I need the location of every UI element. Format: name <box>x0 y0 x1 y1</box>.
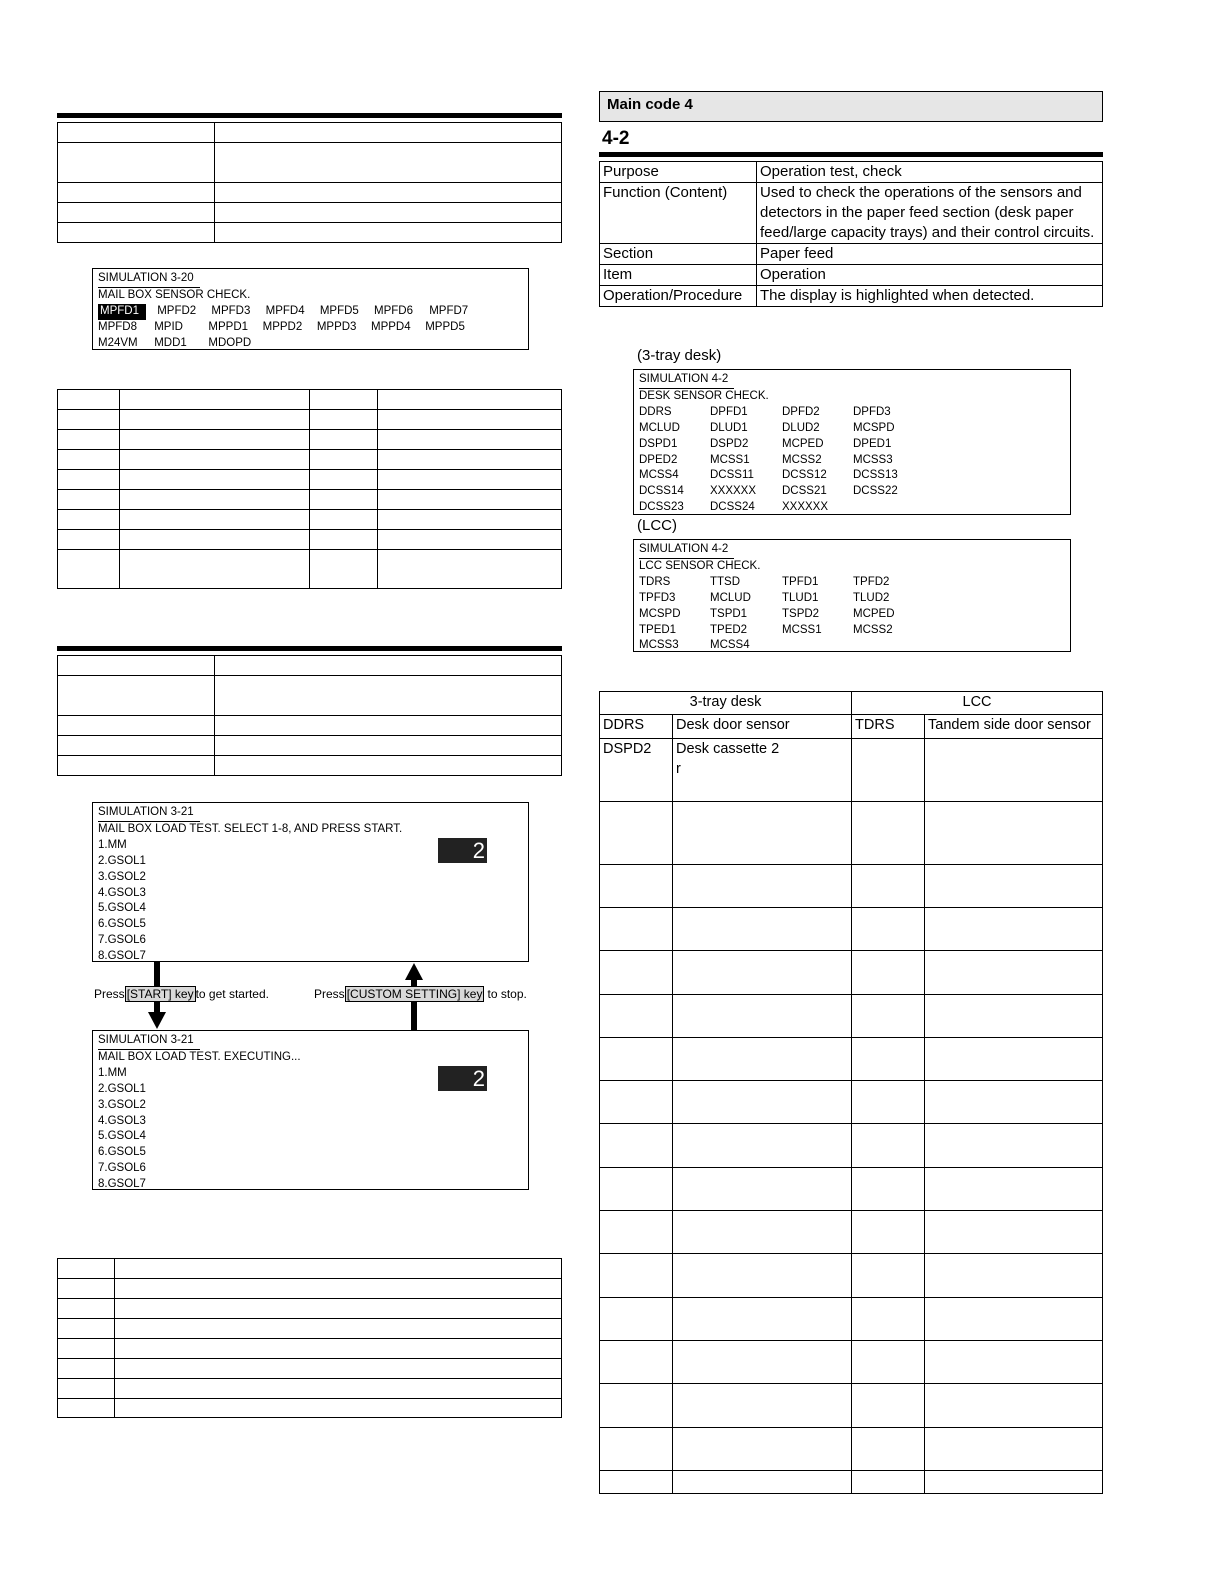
sensor-item: MDOPD <box>208 336 252 349</box>
press-suffix: to stop. <box>487 987 527 1001</box>
sensor-row <box>639 607 1065 623</box>
sensor-row <box>98 336 523 352</box>
sensor-item: MCSS1 <box>782 623 822 636</box>
load-item: 2.GSOL1 <box>98 854 146 867</box>
sub-code-rule <box>599 152 1103 157</box>
info-table-4-2 <box>599 161 1103 307</box>
screen-heading: MAIL BOX SENSOR CHECK. <box>98 288 251 301</box>
sub-code-title: 4-2 <box>602 128 630 149</box>
custom-setting-key: [CUSTOM SETTING] key <box>346 987 483 1001</box>
sensor-item: DCSS22 <box>853 485 898 498</box>
sensor-item: DCSS23 <box>639 501 684 514</box>
screen-title: SIMULATION 4-2 <box>639 372 734 389</box>
sensor-item: DPFD2 <box>782 405 820 418</box>
header-3-tray-desk: 3-tray desk <box>600 692 852 715</box>
info-value: Used to check the operations of the sensors and detectors in the paper feed section (desk paper feed/large capacity trays) and their control circuits. <box>757 183 1103 244</box>
sensor-item: TDRS <box>639 575 671 588</box>
sensor-row <box>639 453 1065 469</box>
header-lcc: LCC <box>852 692 1103 715</box>
desk-code-cell: DSPD2 <box>600 739 673 802</box>
sensor-item: MCSS3 <box>639 639 679 652</box>
sensor-item: TPFD3 <box>639 591 676 604</box>
info-label: Section <box>600 244 757 265</box>
desk-desc-cell: Desk door sensor <box>673 715 852 739</box>
press-suffix: to get started. <box>195 987 269 1001</box>
selected-value-box: 2 <box>438 838 487 863</box>
sensor-item: MPPD2 <box>262 320 303 333</box>
sensor-row <box>639 623 1065 639</box>
load-item: 6.GSOL5 <box>98 918 146 931</box>
sensor-item: TLUD1 <box>782 591 819 604</box>
lcc-sensor-screen <box>633 539 1071 652</box>
sensor-item: DPED2 <box>639 453 678 466</box>
screen-heading: LCC SENSOR CHECK. <box>639 559 761 572</box>
sensor-row <box>639 575 1065 591</box>
load-item: 3.GSOL2 <box>98 1098 146 1111</box>
sensor-item: DLUD1 <box>710 421 748 434</box>
desk-caption: (3-tray desk) <box>637 347 722 364</box>
sensor-item: MCPED <box>782 437 824 450</box>
sensor-item: MPPD4 <box>371 320 411 333</box>
load-item: 1.MM <box>98 1066 127 1079</box>
sensor-item: TSPD2 <box>782 607 820 620</box>
sensor-item: MDD1 <box>154 336 187 349</box>
press-start-instruction <box>94 986 269 1002</box>
screen-title: SIMULATION 4-2 <box>639 542 734 559</box>
press-stop-instruction <box>314 986 527 1002</box>
sensor-item: MPFD3 <box>211 304 251 317</box>
lcc-desc-cell <box>925 739 1103 802</box>
info-table-3-20-blank <box>57 122 562 243</box>
sensor-row <box>639 421 1065 437</box>
desk-desc-cell <box>673 739 852 802</box>
sensor-item: TSPD1 <box>710 607 748 620</box>
sensor-item: MCSS2 <box>853 623 893 636</box>
sensor-item: MCSS4 <box>710 639 750 652</box>
sensor-item: MPFD6 <box>374 304 413 317</box>
desk-sensor-screen <box>633 369 1071 515</box>
sensor-item: MCSS1 <box>710 453 750 466</box>
info-label: Item <box>600 265 757 286</box>
lcc-caption: (LCC) <box>637 517 677 534</box>
load-item: 6.GSOL5 <box>98 1146 146 1159</box>
sensor-item: MCSPD <box>639 607 681 620</box>
sensor-item: TLUD2 <box>853 591 890 604</box>
load-item: 4.GSOL3 <box>98 1114 146 1127</box>
sensor-row <box>639 638 1065 654</box>
load-item: 5.GSOL4 <box>98 902 146 915</box>
load-item: 5.GSOL4 <box>98 1130 146 1143</box>
sensor-item: DCSS12 <box>782 469 827 482</box>
sensor-item: MPPD3 <box>316 320 357 333</box>
sensor-row <box>639 484 1065 500</box>
lcc-desc-cell: Tandem side door sensor <box>925 715 1103 739</box>
info-value: Operation <box>757 265 1103 286</box>
info-value: Operation test, check <box>757 162 1103 183</box>
load-item: 7.GSOL6 <box>98 934 146 947</box>
sensor-item: MCSS4 <box>639 469 679 482</box>
sensor-item: DPFD3 <box>853 405 891 418</box>
desk-desc-line: Desk cassette 2 <box>676 741 780 757</box>
sensor-item: TPFD2 <box>853 575 890 588</box>
info-label: Purpose <box>600 162 757 183</box>
sensor-item: MPID <box>154 320 183 333</box>
press-label: Press <box>94 987 125 1001</box>
sensor-item: MCPED <box>853 607 895 620</box>
sensor-item: TPED1 <box>639 623 677 636</box>
screen-heading: DESK SENSOR CHECK. <box>639 389 769 402</box>
info-label: Operation/Procedure <box>600 286 757 307</box>
load-item: 1.MM <box>98 838 127 851</box>
sensor-item: MCSS3 <box>853 453 893 466</box>
screen-title: SIMULATION 3-20 <box>98 271 200 288</box>
sensor-item: MPFD2 <box>157 304 197 317</box>
sensor-item: DSPD2 <box>710 437 749 450</box>
arrow-up-head <box>405 963 423 980</box>
lcc-code-cell <box>852 739 925 802</box>
sensor-row <box>639 405 1065 421</box>
desk-desc-line: r <box>676 761 681 777</box>
load-item: 2.GSOL1 <box>98 1082 146 1095</box>
screen-title: SIMULATION 3-21 <box>98 805 200 822</box>
sensor-row <box>98 320 523 336</box>
sensor-item: DPED1 <box>853 437 892 450</box>
sensor-item: DCSS14 <box>639 485 684 498</box>
sensor-item-highlighted: MPFD1 <box>98 304 146 320</box>
sim-3-21-executing-screen <box>92 1030 529 1190</box>
sim-3-21-select-screen <box>92 802 529 962</box>
sensor-item: DCSS13 <box>853 469 898 482</box>
sensor-item: MCLUD <box>710 591 751 604</box>
sensor-item: MPFD7 <box>429 304 469 317</box>
sensor-item: XXXXXX <box>710 485 757 498</box>
sensor-codes-table <box>599 691 1103 1494</box>
arrow-down-head <box>148 1012 166 1029</box>
load-item: 8.GSOL7 <box>98 1178 146 1191</box>
screen-title: SIMULATION 3-21 <box>98 1033 200 1050</box>
info-label: Function (Content) <box>600 183 757 244</box>
sensor-item: MCSS2 <box>782 453 822 466</box>
sensor-item: DPFD1 <box>710 405 748 418</box>
desk-code-cell: DDRS <box>600 715 673 739</box>
sensor-item: XXXXXX <box>782 501 829 514</box>
sensor-item: MCSPD <box>853 421 895 434</box>
sensor-item: MPFD5 <box>319 304 359 317</box>
sensor-item: MPFD8 <box>98 320 137 333</box>
screen-heading: MAIL BOX LOAD TEST. SELECT 1-8, AND PRESS START. <box>98 822 403 835</box>
sensor-item: TPED2 <box>710 623 748 636</box>
sensor-item: TTSD <box>710 575 741 588</box>
sensor-row <box>98 304 523 320</box>
load-item: 3.GSOL2 <box>98 870 146 883</box>
sensor-row <box>639 591 1065 607</box>
sensor-item: DCSS21 <box>782 485 827 498</box>
section-rule-top <box>57 113 562 118</box>
section-rule-3-21 <box>57 646 562 651</box>
load-item: 4.GSOL3 <box>98 886 146 899</box>
sensor-item: MPFD4 <box>265 304 305 317</box>
sensor-table-3-20-blank <box>57 389 562 589</box>
sensor-item: DSPD1 <box>639 437 678 450</box>
executing-value-box: 2 <box>438 1066 487 1091</box>
sensor-row <box>639 437 1065 453</box>
sensor-item: MPPD5 <box>425 320 465 333</box>
info-value: Paper feed <box>757 244 1103 265</box>
sensor-row <box>639 468 1065 484</box>
press-label: Press <box>314 987 345 1001</box>
info-table-3-21-blank <box>57 655 562 776</box>
sensor-row <box>639 500 1065 516</box>
sensor-item: MCLUD <box>639 421 680 434</box>
sensor-item: MPPD1 <box>208 320 249 333</box>
load-table-3-21-blank <box>57 1258 562 1418</box>
start-key: [START] key <box>126 987 194 1001</box>
load-item: 7.GSOL6 <box>98 1162 146 1175</box>
sensor-item: M24VM <box>98 336 138 349</box>
info-value: The display is highlighted when detected. <box>757 286 1103 307</box>
screen-heading: MAIL BOX LOAD TEST. EXECUTING... <box>98 1050 301 1063</box>
sensor-item: DDRS <box>639 405 672 418</box>
sensor-item: TPFD1 <box>782 575 819 588</box>
main-code-header: Main code 4 <box>599 91 1103 122</box>
lcc-code-cell: TDRS <box>852 715 925 739</box>
arrow-up-shaft <box>411 974 417 1030</box>
sensor-item: DCSS11 <box>710 469 754 482</box>
load-item: 8.GSOL7 <box>98 950 146 963</box>
sim-3-20-screen <box>92 268 529 350</box>
sensor-item: DCSS24 <box>710 501 755 514</box>
sensor-item: DLUD2 <box>782 421 820 434</box>
